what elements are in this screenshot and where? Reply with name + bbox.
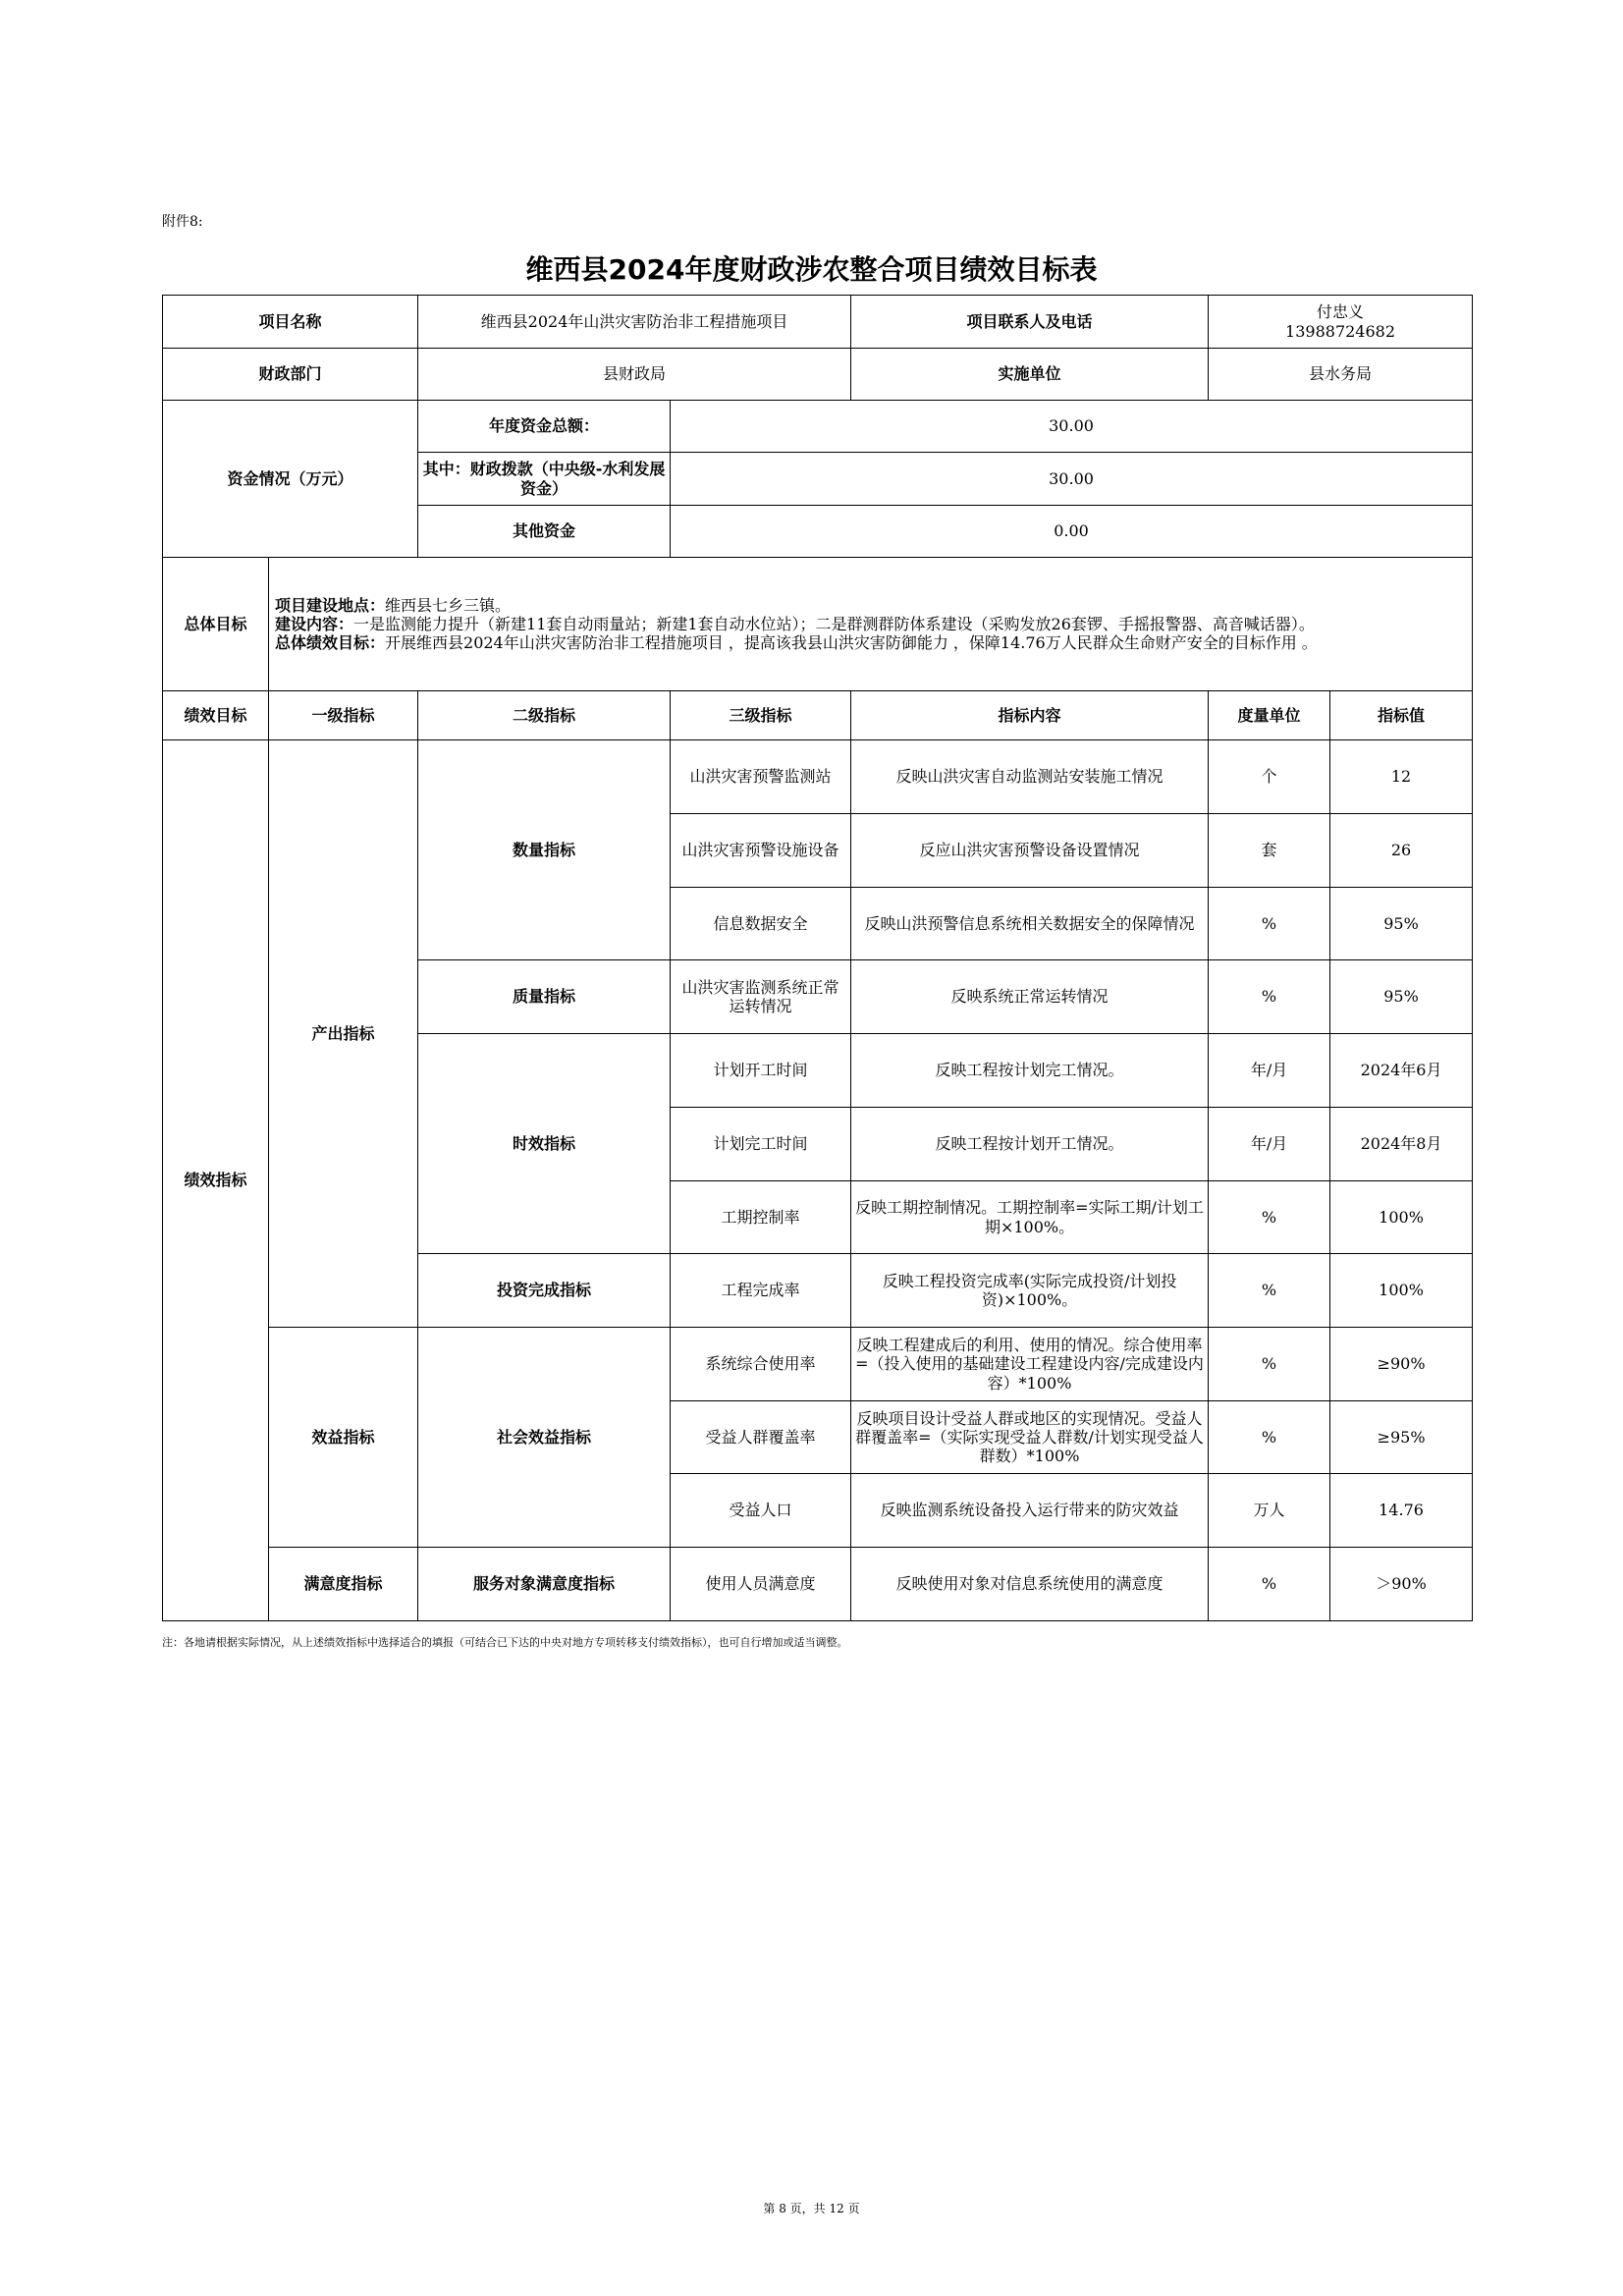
level3-cell: 工程完成率 bbox=[671, 1254, 851, 1328]
funds-central-label: 其中：财政拨款（中央级-水利发展资金） bbox=[418, 453, 671, 506]
funds-other-label: 其他资金 bbox=[418, 506, 671, 558]
content-cell: 反映工程投资完成率(实际完成投资/计划投资)×100%。 bbox=[851, 1254, 1209, 1328]
level3-cell: 工期控制率 bbox=[671, 1181, 851, 1254]
unit-cell: 套 bbox=[1209, 814, 1330, 888]
level2-service: 服务对象满意度指标 bbox=[418, 1548, 671, 1621]
perf-header-col1: 一级指标 bbox=[269, 691, 418, 740]
value-cell: 12 bbox=[1330, 740, 1473, 814]
perf-header-col0: 绩效目标 bbox=[163, 691, 269, 740]
unit-cell: % bbox=[1209, 1548, 1330, 1621]
value-cell: 100% bbox=[1330, 1254, 1473, 1328]
content-cell: 反映监测系统设备投入运行带来的防灾效益 bbox=[851, 1474, 1209, 1548]
content-cell: 反映工程按计划完工情况。 bbox=[851, 1034, 1209, 1108]
finance-dept-value: 县财政局 bbox=[418, 349, 851, 401]
value-cell: ≥95% bbox=[1330, 1401, 1473, 1474]
level1-output: 产出指标 bbox=[269, 740, 418, 1328]
value-cell: ≥90% bbox=[1330, 1328, 1473, 1401]
unit-cell: 个 bbox=[1209, 740, 1330, 814]
perf-header-col2: 二级指标 bbox=[418, 691, 671, 740]
page-title: 维西县2024年度财政涉农整合项目绩效目标表 bbox=[525, 253, 1098, 286]
level2-quality: 质量指标 bbox=[418, 960, 671, 1034]
contact-name: 付忠义 bbox=[1317, 302, 1365, 322]
footnote: 注：各地请根据实际情况，从上述绩效指标中选择适合的填报（可结合已下达的中央对地方专项转移支付绩效指标），也可自行增加或适当调整。 bbox=[162, 1636, 848, 1649]
attachment-label: 附件8: bbox=[162, 214, 203, 230]
funds-central-value: 30.00 bbox=[671, 453, 1473, 506]
level3-cell: 山洪灾害监测系统正常运转情况 bbox=[671, 960, 851, 1034]
perf-header-col4: 指标内容 bbox=[851, 691, 1209, 740]
unit-cell: 万人 bbox=[1209, 1474, 1330, 1548]
level3-cell: 受益人群覆盖率 bbox=[671, 1401, 851, 1474]
level2-timeliness: 时效指标 bbox=[418, 1034, 671, 1254]
content-label: 建设内容： bbox=[275, 614, 354, 633]
contact-label: 项目联系人及电话 bbox=[851, 296, 1209, 349]
finance-dept-label: 财政部门 bbox=[163, 349, 418, 401]
content-cell: 反应山洪灾害预警设备设置情况 bbox=[851, 814, 1209, 888]
funds-other-value: 0.00 bbox=[671, 506, 1473, 558]
value-cell: 100% bbox=[1330, 1181, 1473, 1254]
value-cell: ＞90% bbox=[1330, 1548, 1473, 1621]
overall-goal-text bbox=[269, 558, 1473, 691]
content-cell: 反映工程建成后的利用、使用的情况。综合使用率=（投入使用的基础建设工程建设内容/完成建设内容）*100% bbox=[851, 1328, 1209, 1401]
page-number: 第 8 页，共 12 页 bbox=[763, 2202, 860, 2215]
location-value: 维西县七乡三镇。 bbox=[385, 595, 512, 615]
level2-investment: 投资完成指标 bbox=[418, 1254, 671, 1328]
level2-quantity: 数量指标 bbox=[418, 740, 671, 960]
unit-cell: 年/月 bbox=[1209, 1034, 1330, 1108]
level3-cell: 使用人员满意度 bbox=[671, 1548, 851, 1621]
funds-label: 资金情况（万元） bbox=[163, 401, 418, 558]
level3-cell: 受益人口 bbox=[671, 1474, 851, 1548]
goal-label: 总体绩效目标： bbox=[275, 633, 386, 653]
project-name-label: 项目名称 bbox=[163, 296, 418, 349]
level3-cell: 系统综合使用率 bbox=[671, 1328, 851, 1401]
unit-cell: % bbox=[1209, 888, 1330, 960]
value-cell: 95% bbox=[1330, 888, 1473, 960]
content-value: 一是监测能力提升（新建11套自动雨量站；新建1套自动水位站）；二是群测群防体系建设（采购发放26套锣、手摇报警器、高音喊话器）。 bbox=[353, 614, 1315, 633]
content-cell: 反映工期控制情况。工期控制率=实际工期/计划工期×100%。 bbox=[851, 1181, 1209, 1254]
perf-label: 绩效指标 bbox=[163, 740, 269, 1621]
content-cell: 反映山洪预警信息系统相关数据安全的保障情况 bbox=[851, 888, 1209, 960]
content-cell: 反映工程按计划开工情况。 bbox=[851, 1108, 1209, 1181]
level3-cell: 计划开工时间 bbox=[671, 1034, 851, 1108]
unit-cell: % bbox=[1209, 1181, 1330, 1254]
contact-phone: 13988724682 bbox=[1285, 321, 1396, 341]
level2-social: 社会效益指标 bbox=[418, 1328, 671, 1548]
contact-value bbox=[1209, 296, 1473, 349]
level3-cell: 山洪灾害预警设施设备 bbox=[671, 814, 851, 888]
table-row bbox=[163, 740, 1473, 814]
unit-cell: % bbox=[1209, 1328, 1330, 1401]
content-cell: 反映山洪灾害自动监测站安装施工情况 bbox=[851, 740, 1209, 814]
value-cell: 26 bbox=[1330, 814, 1473, 888]
unit-cell: 年/月 bbox=[1209, 1108, 1330, 1181]
table-row bbox=[163, 1328, 1473, 1401]
level1-satisfaction: 满意度指标 bbox=[269, 1548, 418, 1621]
value-cell: 95% bbox=[1330, 960, 1473, 1034]
funds-total-value: 30.00 bbox=[671, 401, 1473, 453]
level1-benefit: 效益指标 bbox=[269, 1328, 418, 1548]
level3-cell: 计划完工时间 bbox=[671, 1108, 851, 1181]
table-row bbox=[163, 1548, 1473, 1621]
perf-header-col5: 度量单位 bbox=[1209, 691, 1330, 740]
impl-unit-value: 县水务局 bbox=[1209, 349, 1473, 401]
level3-cell: 信息数据安全 bbox=[671, 888, 851, 960]
unit-cell: % bbox=[1209, 960, 1330, 1034]
location-label: 项目建设地点： bbox=[275, 595, 386, 615]
unit-cell: % bbox=[1209, 1254, 1330, 1328]
perf-header-col6: 指标值 bbox=[1330, 691, 1473, 740]
unit-cell: % bbox=[1209, 1401, 1330, 1474]
perf-header-col3: 三级指标 bbox=[671, 691, 851, 740]
content-cell: 反映使用对象对信息系统使用的满意度 bbox=[851, 1548, 1209, 1621]
impl-unit-label: 实施单位 bbox=[851, 349, 1209, 401]
funds-total-label: 年度资金总额： bbox=[418, 401, 671, 453]
value-cell: 2024年6月 bbox=[1330, 1034, 1473, 1108]
overall-goal-label: 总体目标 bbox=[163, 558, 269, 691]
project-name-value: 维西县2024年山洪灾害防治非工程措施项目 bbox=[418, 296, 851, 349]
goal-value: 开展维西县2024年山洪灾害防治非工程措施项目 ，提高该我县山洪灾害防御能力 ，保障14.76万人民群众生命财产安全的目标作用 。 bbox=[385, 633, 1318, 653]
value-cell: 2024年8月 bbox=[1330, 1108, 1473, 1181]
performance-target-table bbox=[162, 295, 1473, 1621]
level3-cell: 山洪灾害预警监测站 bbox=[671, 740, 851, 814]
content-cell: 反映系统正常运转情况 bbox=[851, 960, 1209, 1034]
value-cell: 14.76 bbox=[1330, 1474, 1473, 1548]
content-cell: 反映项目设计受益人群或地区的实现情况。受益人群覆盖率=（实际实现受益人群数/计划实现受益人群数）*100% bbox=[851, 1401, 1209, 1474]
